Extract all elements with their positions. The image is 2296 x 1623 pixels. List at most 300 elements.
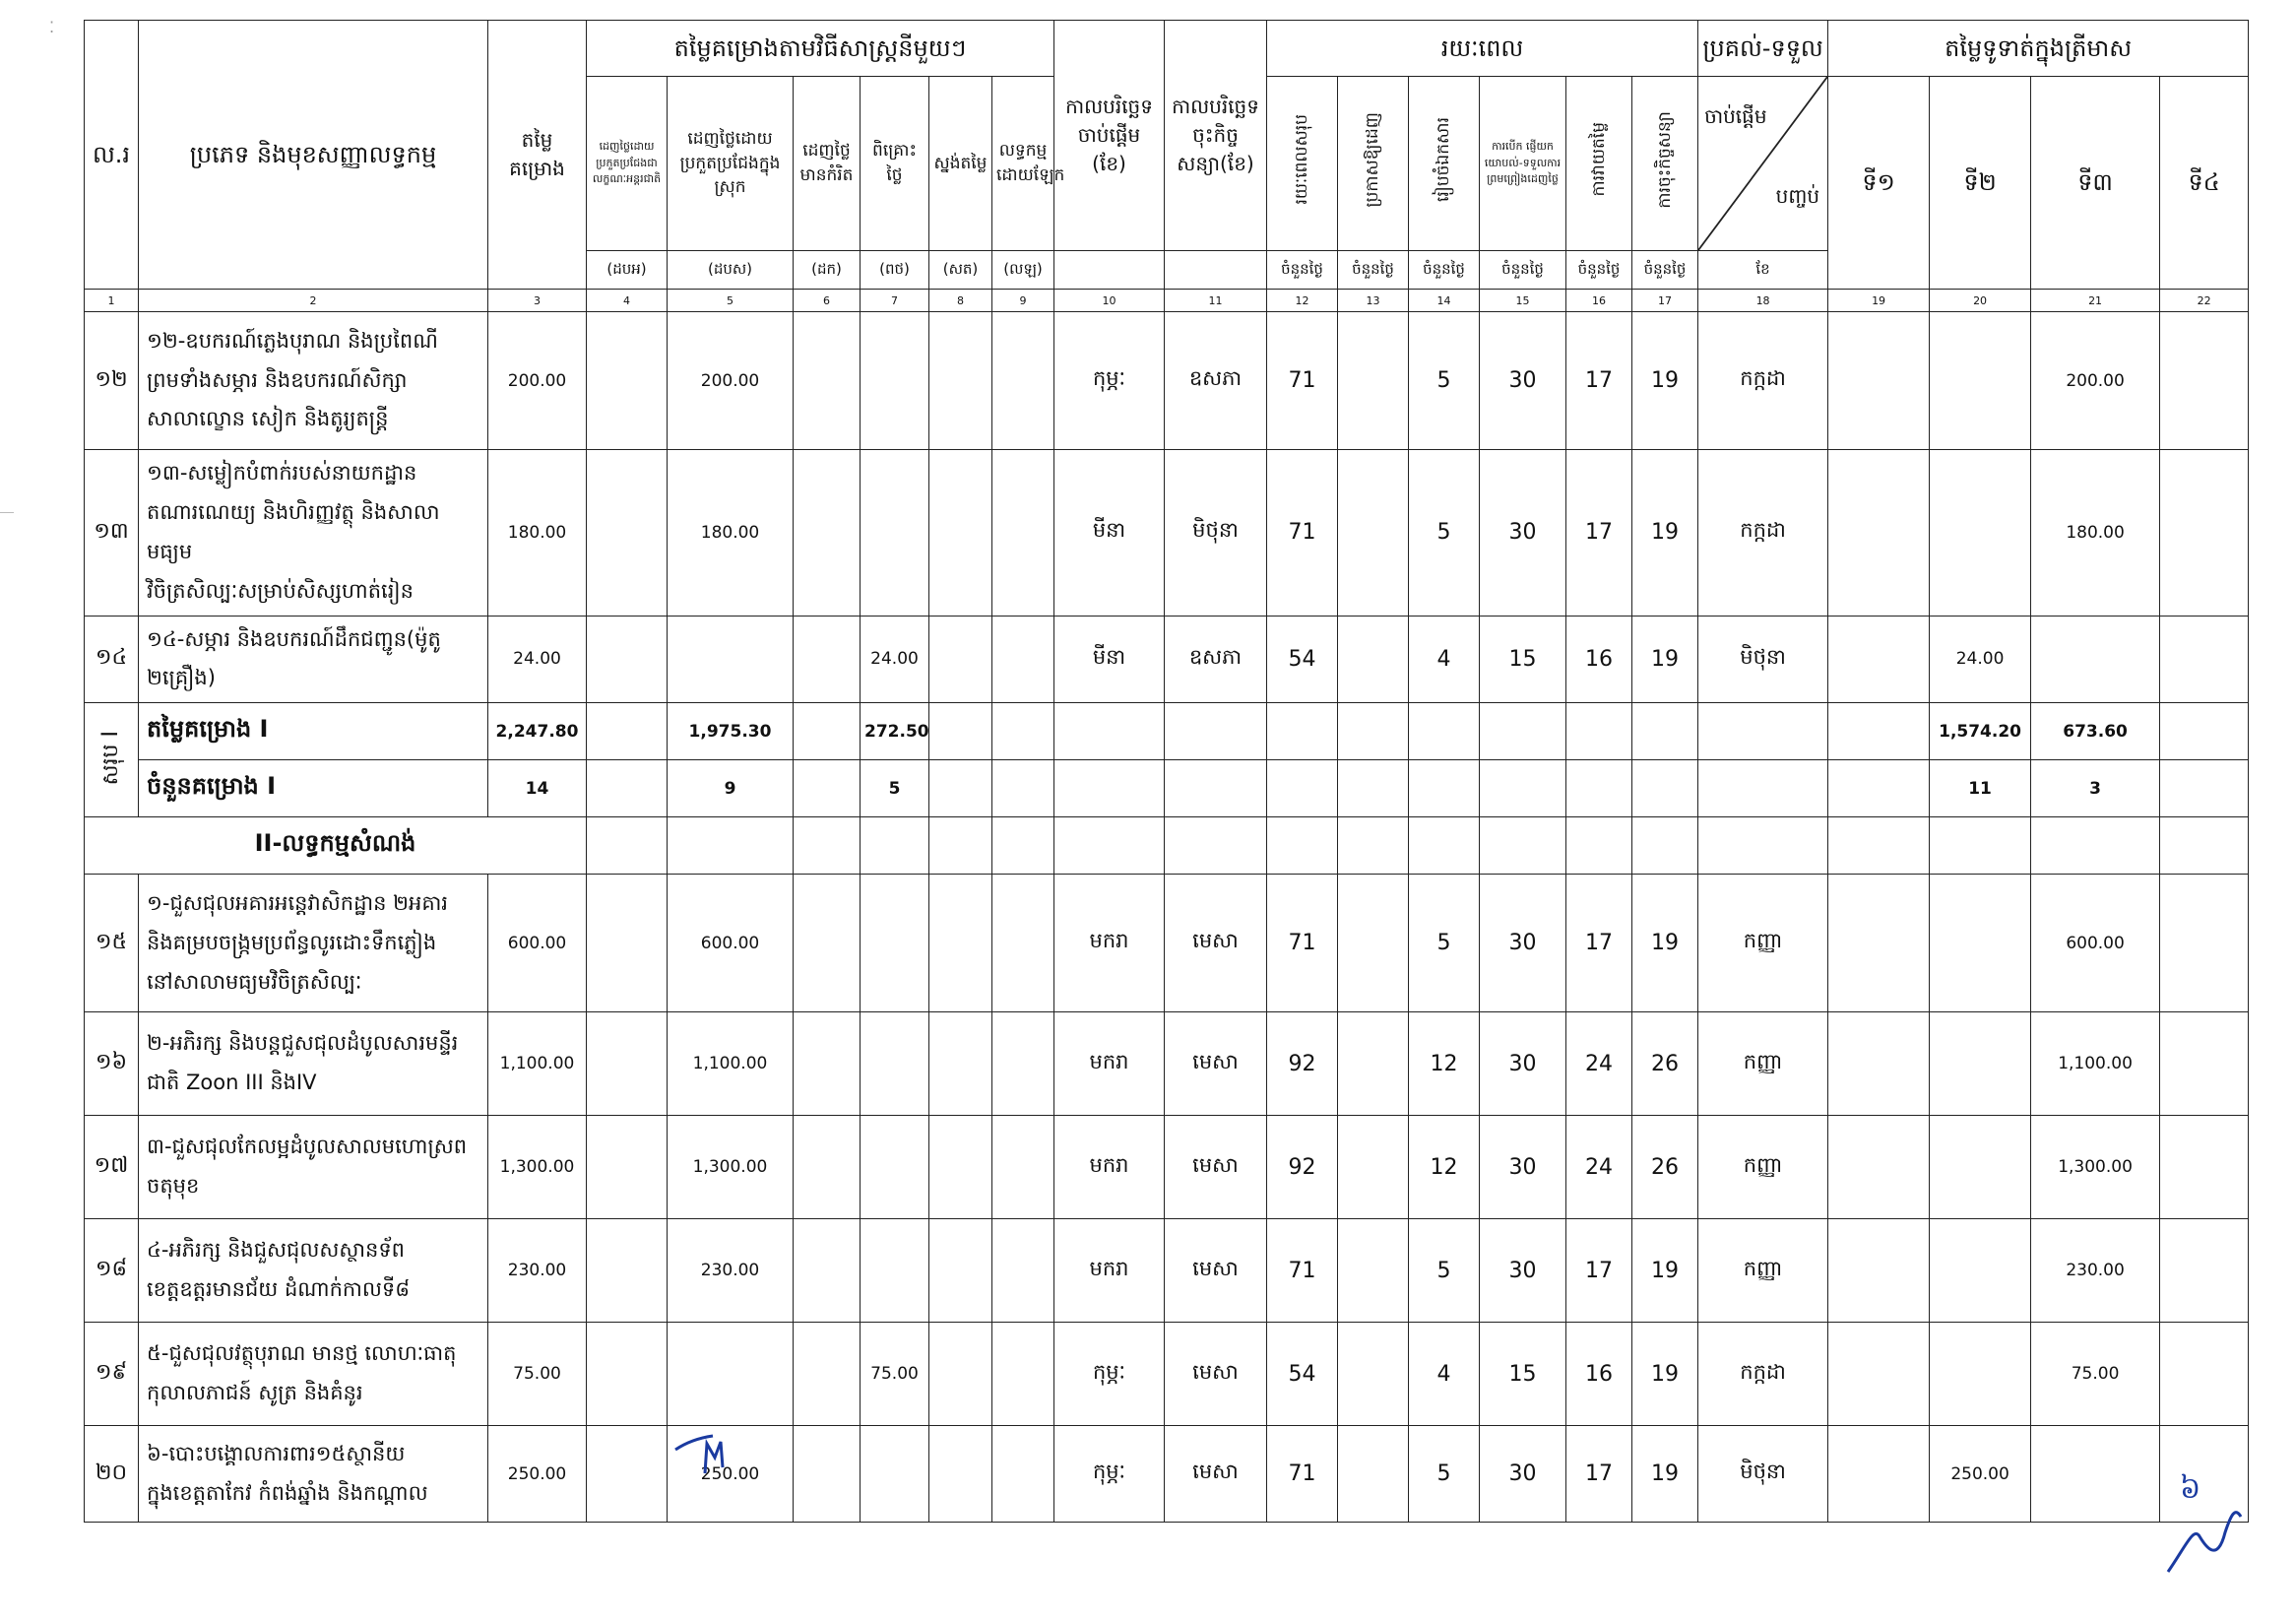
estimated-price-cell: 75.00 xyxy=(488,1323,587,1426)
q3-payment-cell: 75.00 xyxy=(2031,1323,2160,1426)
table-row xyxy=(85,875,2249,1012)
method-dbo-cell xyxy=(587,1116,668,1219)
evaluate-days-cell: 17 xyxy=(1566,1219,1632,1323)
method-st-cell xyxy=(929,1219,992,1323)
sign-days-cell: 19 xyxy=(1632,616,1698,703)
unit-days-5: ចំនួនថ្ងៃ xyxy=(1566,251,1632,290)
method-dk-cell xyxy=(794,1219,861,1323)
q3-payment-cell: 200.00 xyxy=(2031,312,2160,450)
method-st-cell xyxy=(929,1012,992,1116)
unit-days-2: ចំនួនថ្ងៃ xyxy=(1338,251,1409,290)
start-month-cell: មករា xyxy=(1054,1219,1165,1323)
contract-month-cell: ឧសភា xyxy=(1165,616,1267,703)
delivery-month-cell: កក្កដា xyxy=(1698,1323,1828,1426)
q3-payment-cell: 1,100.00 xyxy=(2031,1012,2160,1116)
method-st-cell xyxy=(929,312,992,450)
sign-days-cell: 19 xyxy=(1632,450,1698,617)
q1-payment-cell xyxy=(1828,1219,1930,1323)
col-header-method-group: តម្លៃគម្រោងតាមវិធីសាស្រ្តនីមួយៗ xyxy=(587,21,1054,77)
method-ll-cell xyxy=(992,760,1054,817)
section-empty-cell xyxy=(1165,817,1267,875)
section-empty-cell xyxy=(861,817,929,875)
column-number-cell: 8 xyxy=(929,290,992,312)
q2-payment-cell: 24.00 xyxy=(1930,616,2031,703)
prepare-days-cell xyxy=(1409,703,1480,760)
total-days-cell xyxy=(1267,760,1338,817)
section-title: II-លទ្ធកម្មសំណង់ xyxy=(85,817,587,875)
method-ll-cell xyxy=(992,1219,1054,1323)
item-description-line: សាលាល្ខោន សៀក និងតូរ្យតន្ត្រី xyxy=(147,407,389,431)
section-empty-cell xyxy=(1566,817,1632,875)
method-st-cell xyxy=(929,875,992,1012)
item-description-line: ៣-ជួសជុលកែលម្អដំបូលសាលមហោស្រព xyxy=(147,1135,468,1159)
q4-payment-cell xyxy=(2160,1116,2249,1219)
method-dbs-cell xyxy=(668,616,794,703)
q2-payment-cell xyxy=(1930,312,2031,450)
method-pt-cell xyxy=(861,312,929,450)
q2-payment-cell: 250.00 xyxy=(1930,1426,2031,1523)
table-row xyxy=(85,1219,2249,1323)
open-days-cell xyxy=(1480,760,1566,817)
row-number: ១៧ xyxy=(85,1116,139,1219)
column-number-cell: 12 xyxy=(1267,290,1338,312)
initial-signature-mark xyxy=(670,1428,738,1477)
column-number-cell: 1 xyxy=(85,290,139,312)
method-dk-cell xyxy=(794,450,861,617)
column-number-cell: 5 xyxy=(668,290,794,312)
method-pt-cell: 75.00 xyxy=(861,1323,929,1426)
code-dbs: (ដបស) xyxy=(668,251,794,290)
start-month-cell xyxy=(1054,703,1165,760)
unit-days-3: ចំនួនថ្ងៃ xyxy=(1409,251,1480,290)
total-days-cell: 71 xyxy=(1267,1426,1338,1523)
contract-month-cell: មិថុនា xyxy=(1165,450,1267,617)
start-month-cell: កុម្ភៈ xyxy=(1054,1323,1165,1426)
contract-month-cell: មេសា xyxy=(1165,1116,1267,1219)
method-st-cell xyxy=(929,450,992,617)
column-number-cell: 14 xyxy=(1409,290,1480,312)
method-pt-cell xyxy=(861,1012,929,1116)
item-description xyxy=(139,1012,488,1116)
method-dbs-cell: 250.00 xyxy=(668,1426,794,1523)
method-dbs-cell: 200.00 xyxy=(668,312,794,450)
start-month-cell: មីនា xyxy=(1054,450,1165,617)
section-empty-cell xyxy=(1480,817,1566,875)
item-description-line: តណារណេយ្យ និងហិរញ្ញវត្ថុ និងសាលាមធ្យម xyxy=(147,499,440,563)
item-description xyxy=(139,1219,488,1323)
sign-days-cell: 19 xyxy=(1632,1323,1698,1426)
table-row xyxy=(85,450,2249,617)
subtotal-label: តម្លៃគម្រោង I xyxy=(139,703,488,760)
method-ll-cell xyxy=(992,875,1054,1012)
table-row xyxy=(85,1323,2249,1426)
q2-payment-cell xyxy=(1930,1116,2031,1219)
item-description-line: ខេត្តឧត្តរមានជ័យ ដំណាក់កាលទី៨ xyxy=(147,1277,411,1302)
q3-payment-cell: 673.60 xyxy=(2031,703,2160,760)
section-empty-cell xyxy=(1267,817,1338,875)
section-header-row xyxy=(85,817,2249,875)
item-description-line: ៥-ជួសជុលវត្ថុបុរាណ មានថ្ម លោហៈធាតុ xyxy=(147,1341,457,1366)
announce-days-cell xyxy=(1338,312,1409,450)
method-ll-cell xyxy=(992,1012,1054,1116)
total-days-cell: 54 xyxy=(1267,616,1338,703)
row-number: ២០ xyxy=(85,1426,139,1523)
section-empty-cell xyxy=(1930,817,2031,875)
method-pt-cell: 5 xyxy=(861,760,929,817)
q2-payment-cell: 1,574.20 xyxy=(1930,703,2031,760)
col-header-start-period: កាលបរិច្ឆេទចាប់ផ្តើម (ខែ) xyxy=(1054,21,1165,251)
estimated-price-cell: 24.00 xyxy=(488,616,587,703)
subtotal-row xyxy=(85,760,2249,817)
method-ll-cell xyxy=(992,1426,1054,1523)
col-header-estimated-price: តម្លៃ គម្រោង xyxy=(488,21,587,290)
announce-days-cell xyxy=(1338,1426,1409,1523)
prepare-days-cell: 5 xyxy=(1409,1219,1480,1323)
delivery-month-cell: កក្កដា xyxy=(1698,312,1828,450)
q3-payment-cell xyxy=(2031,616,2160,703)
evaluate-days-cell xyxy=(1566,703,1632,760)
contract-month-cell: មេសា xyxy=(1165,1323,1267,1426)
column-number-cell: 9 xyxy=(992,290,1054,312)
open-days-cell: 30 xyxy=(1480,1426,1566,1523)
delivery-month-cell: មិថុនា xyxy=(1698,616,1828,703)
prepare-days-cell: 5 xyxy=(1409,312,1480,450)
q4-payment-cell xyxy=(2160,875,2249,1012)
estimated-price-cell: 1,100.00 xyxy=(488,1012,587,1116)
evaluate-days-cell xyxy=(1566,760,1632,817)
prepare-days-cell: 4 xyxy=(1409,616,1480,703)
evaluate-days-cell: 16 xyxy=(1566,1323,1632,1426)
prepare-days-cell xyxy=(1409,760,1480,817)
column-number-cell: 20 xyxy=(1930,290,2031,312)
q1-payment-cell xyxy=(1828,450,1930,617)
contract-month-cell: មេសា xyxy=(1165,1426,1267,1523)
q4-payment-cell xyxy=(2160,312,2249,450)
q4-payment-cell xyxy=(2160,1323,2249,1426)
q1-payment-cell xyxy=(1828,703,1930,760)
col-header-quarter-group: តម្លៃទូទាត់ក្នុងត្រីមាស xyxy=(1828,21,2249,77)
start-month-cell: មករា xyxy=(1054,1116,1165,1219)
column-number-cell: 18 xyxy=(1698,290,1828,312)
estimated-price-cell: 2,247.80 xyxy=(488,703,587,760)
code-st: (សត) xyxy=(929,251,992,290)
method-pt-cell xyxy=(861,1116,929,1219)
sign-days-cell: 19 xyxy=(1632,875,1698,1012)
blank-contract-unit xyxy=(1165,251,1267,290)
subtotal-row xyxy=(85,703,2249,760)
q4-payment-cell xyxy=(2160,1219,2249,1323)
evaluate-days-cell: 24 xyxy=(1566,1012,1632,1116)
q1-payment-cell xyxy=(1828,616,1930,703)
row-number: ១៣ xyxy=(85,450,139,617)
code-dk: (ដក) xyxy=(794,251,861,290)
col-header-total-days: រយៈពេលសរុប xyxy=(1267,77,1338,251)
col-header-type-title: ប្រភេទ និងមុខសញ្ញាលទ្ធកម្ម xyxy=(139,21,488,290)
section-empty-cell xyxy=(2160,817,2249,875)
col-header-method-dbo: ដេញថ្លៃដោយប្រកួតប្រជែងជាលក្ខណៈអន្តរជាតិ xyxy=(587,77,668,251)
method-dk-cell xyxy=(794,1012,861,1116)
delivery-month-cell: មិថុនា xyxy=(1698,1426,1828,1523)
section-empty-cell xyxy=(929,817,992,875)
item-description-line: នៅសាលាមធ្យមវិចិត្រសិល្បៈ xyxy=(147,969,362,994)
row-number: ១៤ xyxy=(85,616,139,703)
open-days-cell: 15 xyxy=(1480,1323,1566,1426)
q1-payment-cell xyxy=(1828,1426,1930,1523)
method-dbs-cell: 230.00 xyxy=(668,1219,794,1323)
q3-payment-cell: 600.00 xyxy=(2031,875,2160,1012)
table-body xyxy=(85,312,2249,1523)
column-number-row xyxy=(85,290,2249,312)
section-empty-cell xyxy=(1632,817,1698,875)
open-days-cell xyxy=(1480,703,1566,760)
col-header-q2: ទី២ xyxy=(1930,77,2031,290)
item-description-line: ១៣-សម្លៀកបំពាក់របស់នាយកដ្ឋាន xyxy=(147,461,417,485)
method-dbo-cell xyxy=(587,1426,668,1523)
subtotal-side-text: សរុប I xyxy=(98,730,123,786)
delivery-month-cell xyxy=(1698,703,1828,760)
sign-days-cell: 19 xyxy=(1632,1426,1698,1523)
open-days-cell: 30 xyxy=(1480,875,1566,1012)
method-ll-cell xyxy=(992,703,1054,760)
method-dk-cell xyxy=(794,760,861,817)
unit-month: ខែ xyxy=(1698,251,1828,290)
open-days-cell: 30 xyxy=(1480,312,1566,450)
q3-payment-cell xyxy=(2031,1426,2160,1523)
col-header-method-pt: ពិគ្រោះថ្លៃ xyxy=(861,77,929,251)
q1-payment-cell xyxy=(1828,875,1930,1012)
evaluate-days-cell: 17 xyxy=(1566,875,1632,1012)
q1-payment-cell xyxy=(1828,1116,1930,1219)
q1-payment-cell xyxy=(1828,1323,1930,1426)
item-description-line: ក្នុងខេត្តតាកែវ កំពង់ឆ្នាំង និងកណ្តាល xyxy=(147,1480,428,1505)
col-header-prepare: រៀបចំឯកសារ xyxy=(1409,77,1480,251)
total-days-cell: 71 xyxy=(1267,312,1338,450)
unit-days-4: ចំនួនថ្ងៃ xyxy=(1480,251,1566,290)
page-number: ៦ xyxy=(2180,1471,2201,1506)
subtotal-side-label xyxy=(85,703,139,817)
open-days-cell: 30 xyxy=(1480,1012,1566,1116)
q2-payment-cell xyxy=(1930,450,2031,617)
column-number-cell: 3 xyxy=(488,290,587,312)
item-description xyxy=(139,312,488,450)
method-st-cell xyxy=(929,703,992,760)
item-description-line: ២-អភិរក្ស និងបន្តជួសជុលដំបូលសារមន្ទីរ xyxy=(147,1031,459,1056)
item-description-line: ៤-អភិរក្ស និងជួសជុលសស្ថានទ័ព xyxy=(147,1238,405,1263)
q4-payment-cell xyxy=(2160,760,2249,817)
col-header-method-ll: លទ្ធកម្មដោយឡែក xyxy=(992,77,1054,251)
column-number-cell: 4 xyxy=(587,290,668,312)
method-dbo-cell xyxy=(587,450,668,617)
announce-days-cell xyxy=(1338,616,1409,703)
start-month-cell: មីនា xyxy=(1054,616,1165,703)
method-dbo-cell xyxy=(587,616,668,703)
q3-payment-cell: 230.00 xyxy=(2031,1219,2160,1323)
total-days-cell: 54 xyxy=(1267,1323,1338,1426)
col-header-delivery-diagonal xyxy=(1698,77,1828,251)
method-pt-cell xyxy=(861,1219,929,1323)
method-dbo-cell xyxy=(587,1219,668,1323)
start-month-cell xyxy=(1054,760,1165,817)
prepare-days-cell: 12 xyxy=(1409,1116,1480,1219)
method-st-cell xyxy=(929,1116,992,1219)
q3-payment-cell: 180.00 xyxy=(2031,450,2160,617)
subtotal-label: ចំនួនគម្រោង I xyxy=(139,760,488,817)
sign-days-cell: 26 xyxy=(1632,1012,1698,1116)
q2-payment-cell: 11 xyxy=(1930,760,2031,817)
q4-payment-cell xyxy=(2160,1012,2249,1116)
item-description xyxy=(139,1323,488,1426)
code-dbo: (ដបអ) xyxy=(587,251,668,290)
estimated-price-cell: 230.00 xyxy=(488,1219,587,1323)
item-description-line: ១២-ឧបករណ៍ភ្លេងបុរាណ និងប្រពៃណី xyxy=(147,328,438,353)
column-number-cell: 15 xyxy=(1480,290,1566,312)
method-dbs-cell: 1,300.00 xyxy=(668,1116,794,1219)
q3-payment-cell: 3 xyxy=(2031,760,2160,817)
sign-days-cell xyxy=(1632,760,1698,817)
q2-payment-cell xyxy=(1930,1012,2031,1116)
row-number: ១២ xyxy=(85,312,139,450)
method-dbo-cell xyxy=(587,875,668,1012)
col-header-contract-period: កាលបរិច្ឆេទចុះកិច្ចសន្យា(ខែ) xyxy=(1165,21,1267,251)
start-month-cell: កុម្ភៈ xyxy=(1054,312,1165,450)
item-description-line: ព្រមទាំងសម្ភារ និងឧបករណ៍សិក្សា xyxy=(147,367,408,392)
corner-signature-mark xyxy=(2166,1477,2294,1576)
column-number-cell: 6 xyxy=(794,290,861,312)
method-dk-cell xyxy=(794,1323,861,1426)
announce-days-cell xyxy=(1338,1323,1409,1426)
row-number: ១៥ xyxy=(85,875,139,1012)
item-description-line: ចតុមុខ xyxy=(147,1174,200,1199)
column-number-cell: 22 xyxy=(2160,290,2249,312)
section-empty-cell xyxy=(1409,817,1480,875)
open-days-cell: 30 xyxy=(1480,450,1566,617)
col-header-announce: ប្រកាសឱ្យដេញ xyxy=(1338,77,1409,251)
method-dbs-cell: 1,975.30 xyxy=(668,703,794,760)
start-month-cell: កុម្ភៈ xyxy=(1054,1426,1165,1523)
procurement-plan-table xyxy=(84,20,2249,1523)
column-number-cell: 19 xyxy=(1828,290,1930,312)
column-number-cell: 16 xyxy=(1566,290,1632,312)
contract-month-cell xyxy=(1165,703,1267,760)
method-dk-cell xyxy=(794,616,861,703)
method-dk-cell xyxy=(794,875,861,1012)
delivery-start-label: ចាប់ផ្តើម xyxy=(1704,104,1767,128)
method-ll-cell xyxy=(992,1323,1054,1426)
method-ll-cell xyxy=(992,312,1054,450)
evaluate-days-cell: 17 xyxy=(1566,1426,1632,1523)
col-header-evaluate: ការវាយតម្លៃ xyxy=(1566,77,1632,251)
total-days-cell: 71 xyxy=(1267,1219,1338,1323)
method-dbs-cell xyxy=(668,1323,794,1426)
item-description-line: ១-ជួសជុលអគារអន្តេវាសិកដ្ឋាន ២អគារ xyxy=(147,891,448,915)
total-days-cell: 92 xyxy=(1267,1012,1338,1116)
prepare-days-cell: 5 xyxy=(1409,1426,1480,1523)
q2-payment-cell xyxy=(1930,1219,2031,1323)
table-row xyxy=(85,1116,2249,1219)
column-number-cell: 11 xyxy=(1165,290,1267,312)
announce-days-cell xyxy=(1338,875,1409,1012)
column-number-cell: 17 xyxy=(1632,290,1698,312)
column-number-cell: 10 xyxy=(1054,290,1165,312)
method-dbs-cell: 9 xyxy=(668,760,794,817)
announce-days-cell xyxy=(1338,450,1409,617)
estimated-price-cell: 1,300.00 xyxy=(488,1116,587,1219)
col-header-duration-group: រយៈពេល xyxy=(1267,21,1698,77)
contract-month-cell xyxy=(1165,760,1267,817)
estimated-price-cell: 14 xyxy=(488,760,587,817)
method-dbs-cell: 1,100.00 xyxy=(668,1012,794,1116)
sign-days-cell: 19 xyxy=(1632,312,1698,450)
method-pt-cell xyxy=(861,1426,929,1523)
method-dbs-cell: 600.00 xyxy=(668,875,794,1012)
col-header-q1: ទី១ xyxy=(1828,77,1930,290)
section-empty-cell xyxy=(668,817,794,875)
total-days-cell: 71 xyxy=(1267,450,1338,617)
code-pt: (ពថ) xyxy=(861,251,929,290)
method-st-cell xyxy=(929,1323,992,1426)
delivery-month-cell: កញ្ញា xyxy=(1698,875,1828,1012)
section-empty-cell xyxy=(587,817,668,875)
method-dbo-cell xyxy=(587,312,668,450)
contract-month-cell: ឧសភា xyxy=(1165,312,1267,450)
method-st-cell xyxy=(929,760,992,817)
item-description-line: ជាតិ Zoon III និងIV xyxy=(147,1071,317,1095)
method-dbo-cell xyxy=(587,1012,668,1116)
announce-days-cell xyxy=(1338,1012,1409,1116)
estimated-price-cell: 600.00 xyxy=(488,875,587,1012)
method-ll-cell xyxy=(992,616,1054,703)
announce-days-cell xyxy=(1338,703,1409,760)
column-number-cell: 2 xyxy=(139,290,488,312)
item-description xyxy=(139,1426,488,1523)
item-description-line: កុលាលភាជន៍ សូត្រ និងគំនូរ xyxy=(147,1381,363,1405)
delivery-month-cell xyxy=(1698,760,1828,817)
q2-payment-cell xyxy=(1930,1323,2031,1426)
delivery-month-cell: កញ្ញា xyxy=(1698,1116,1828,1219)
total-days-cell xyxy=(1267,703,1338,760)
col-header-no: ល.រ xyxy=(85,21,139,290)
col-header-method-dbs: ដេញថ្លៃដោយប្រកួតប្រជែងក្នុងស្រុក xyxy=(668,77,794,251)
scan-mark: ⁚ xyxy=(49,18,55,36)
method-pt-cell xyxy=(861,875,929,1012)
col-header-method-dk: ដេញថ្លៃមានកំរិត xyxy=(794,77,861,251)
item-description xyxy=(139,450,488,617)
sign-days-cell xyxy=(1632,703,1698,760)
section-empty-cell xyxy=(992,817,1054,875)
table-row xyxy=(85,1426,2249,1523)
estimated-price-cell: 180.00 xyxy=(488,450,587,617)
evaluate-days-cell: 24 xyxy=(1566,1116,1632,1219)
q1-payment-cell xyxy=(1828,760,1930,817)
item-description-line: និងគម្របចង្ក្រមប្រព័ន្ធលូរដោះទឹកភ្លៀង xyxy=(147,930,437,954)
col-header-sign: ការចុះកិច្ចសន្យា xyxy=(1632,77,1698,251)
method-ll-cell xyxy=(992,450,1054,617)
column-number-cell: 21 xyxy=(2031,290,2160,312)
method-pt-cell xyxy=(861,450,929,617)
evaluate-days-cell: 16 xyxy=(1566,616,1632,703)
estimated-price-cell: 200.00 xyxy=(488,312,587,450)
item-description-line: ១៤-សម្ភារ និងឧបករណ៍ដឹកជញ្ជូន(ម៉ូតូ ២គ្រឿង) xyxy=(147,626,441,690)
item-description xyxy=(139,1116,488,1219)
q2-payment-cell xyxy=(1930,875,2031,1012)
method-dbo-cell xyxy=(587,760,668,817)
column-number-cell: 7 xyxy=(861,290,929,312)
blank-start-unit xyxy=(1054,251,1165,290)
announce-days-cell xyxy=(1338,760,1409,817)
q4-payment-cell xyxy=(2160,450,2249,617)
delivery-month-cell: កក្កដា xyxy=(1698,450,1828,617)
scan-edge-mark xyxy=(0,512,14,513)
